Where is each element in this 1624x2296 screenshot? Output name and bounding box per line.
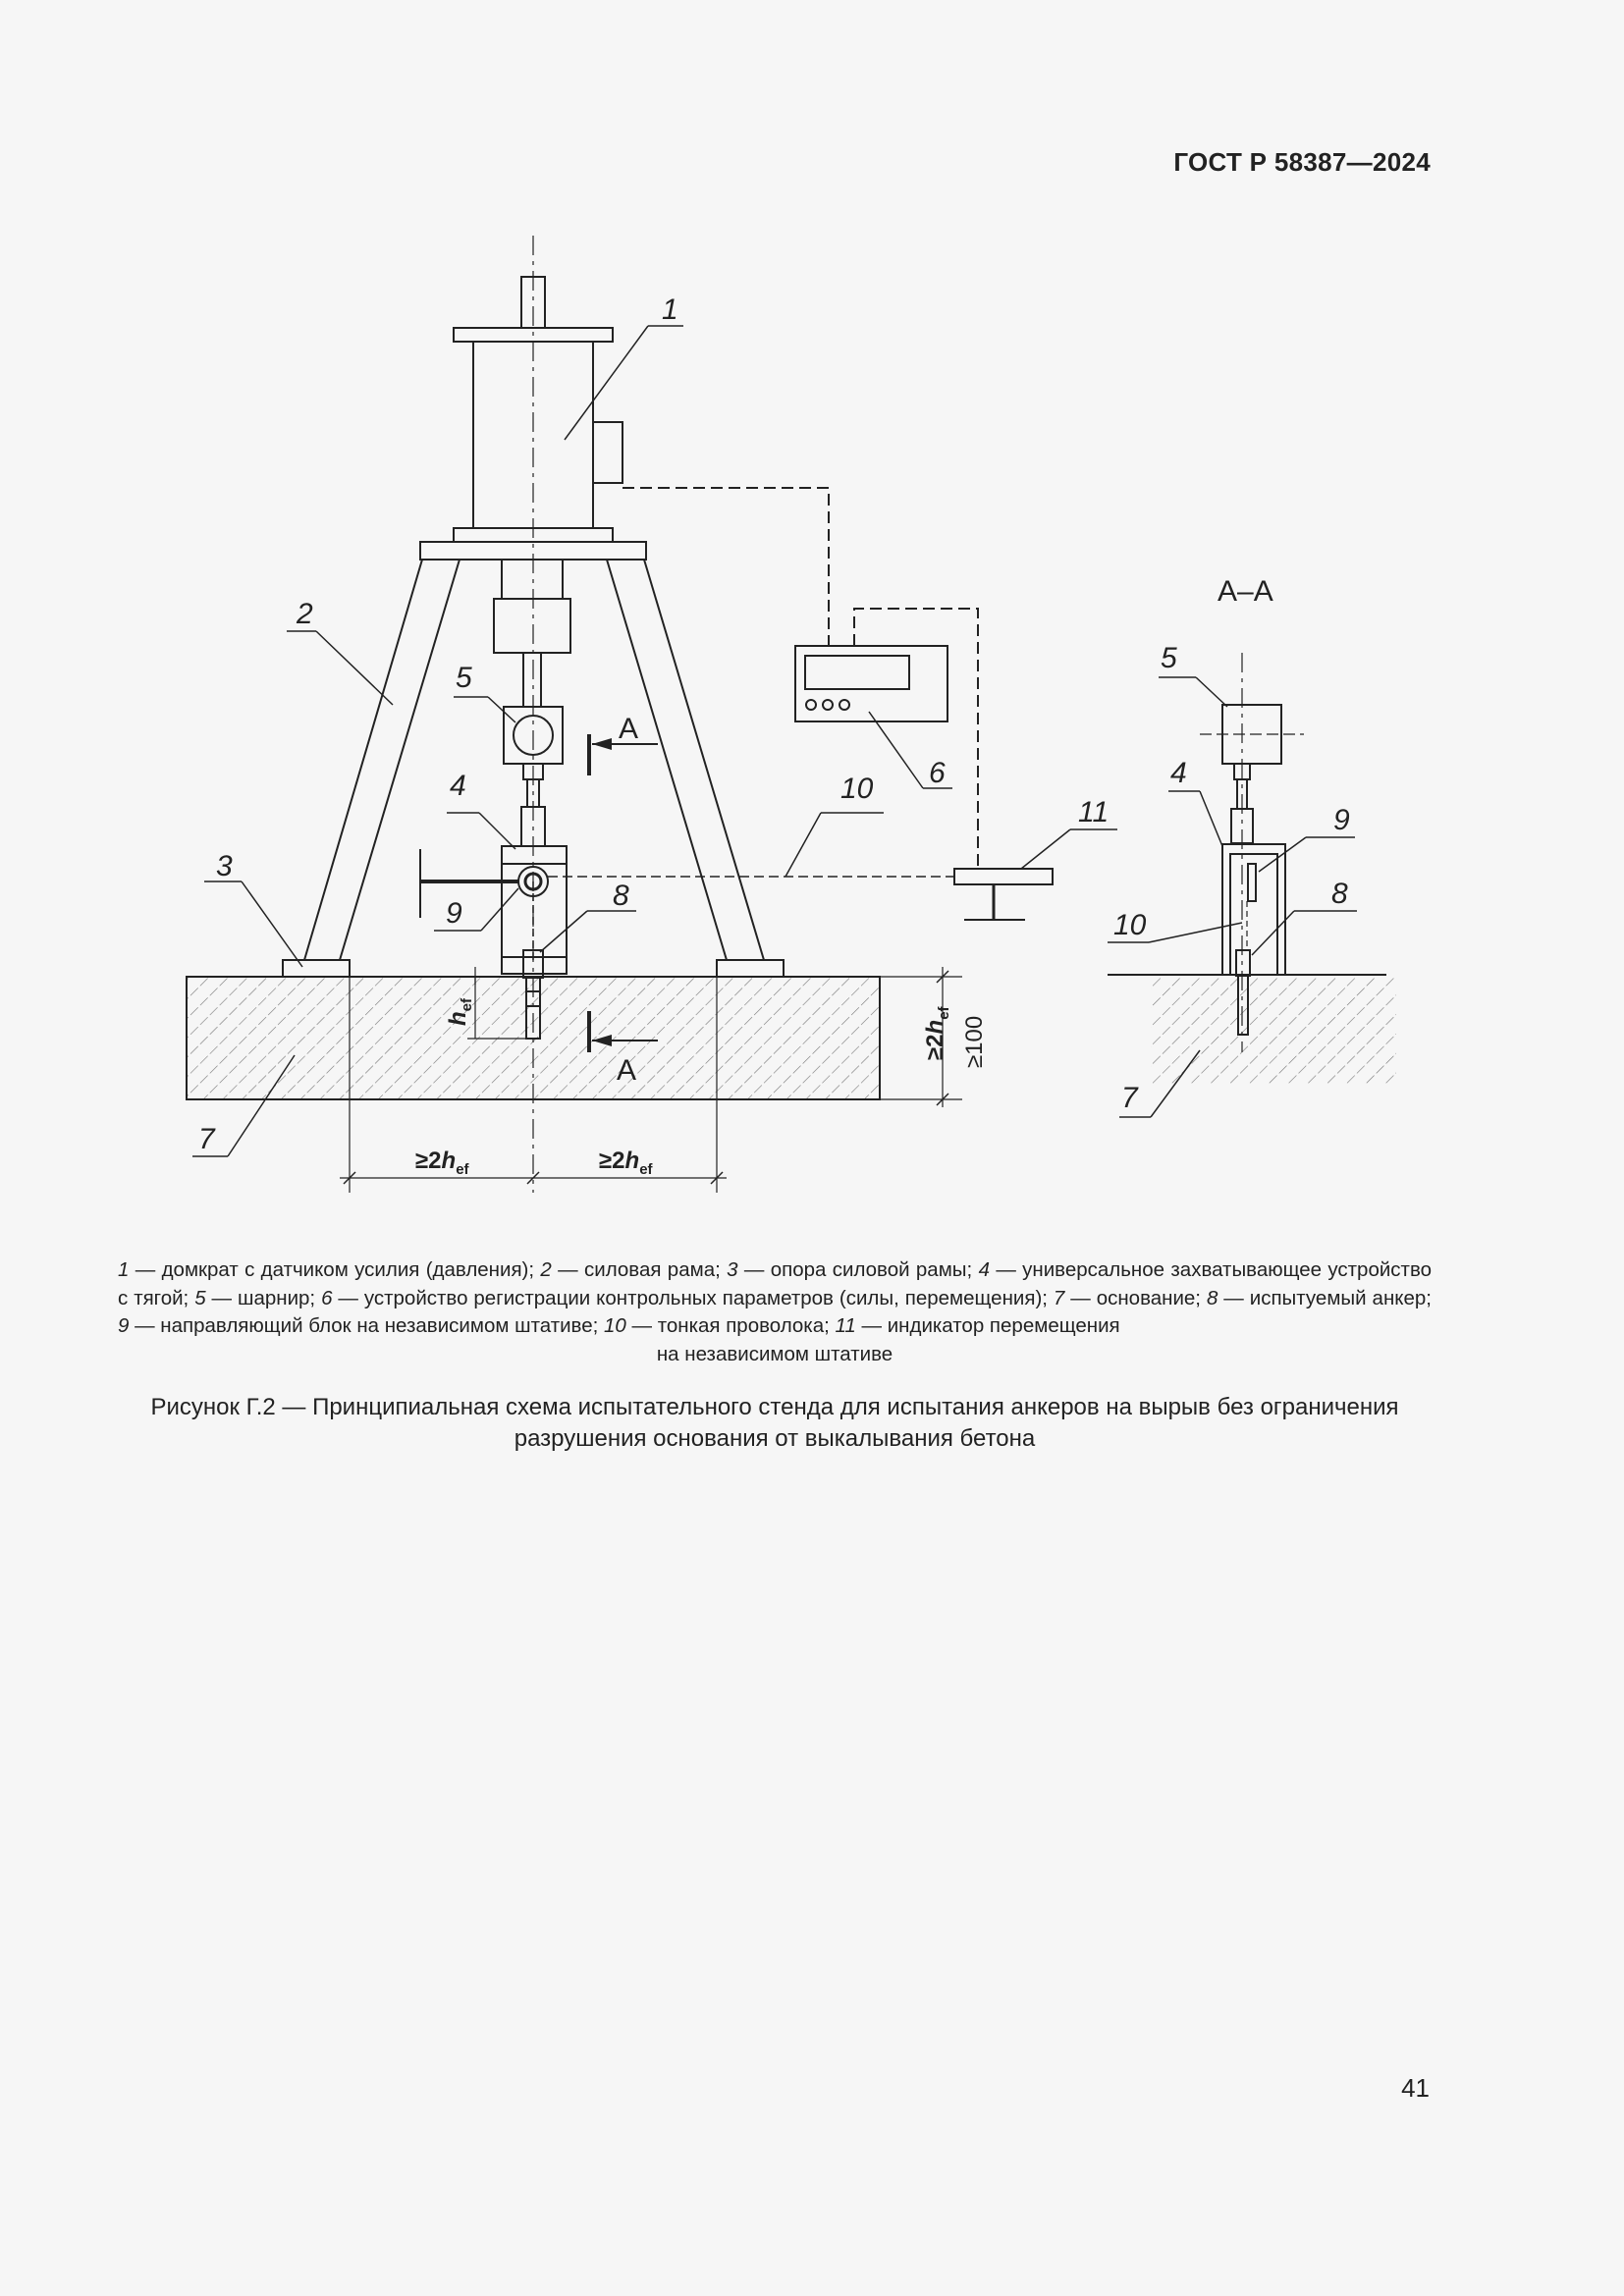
callout-7: 7 [198, 1123, 215, 1155]
caption-line-2: разрушения основания от выкалывания бетона [514, 1425, 1036, 1452]
callout-1: 1 [662, 294, 678, 326]
frame-support-left [283, 960, 350, 977]
gripping-device [502, 846, 567, 974]
dim-2hef-right: $\ge 2h_{ef}$ [599, 1148, 653, 1178]
section-mark-bottom: A [617, 1054, 637, 1087]
legend-last-line: на независимом штативе [656, 1342, 893, 1365]
legend-item: 1 — домкрат с датчиком усилия (давления); [118, 1258, 541, 1281]
section-callout-5: 5 [1161, 642, 1177, 674]
section-base [1151, 977, 1396, 1085]
legend-item: 7 — основание; [1053, 1286, 1207, 1309]
section-mark-top: A [619, 713, 639, 745]
frame-leg-left [304, 560, 422, 960]
callout-4: 4 [450, 770, 466, 802]
dim-2hef-left: $\ge 2h_{ef}$ [415, 1148, 469, 1178]
callout-3: 3 [216, 850, 233, 882]
legend-item: 8 — испытуемый анкер; [1206, 1286, 1432, 1309]
section-callout-4: 4 [1170, 757, 1187, 789]
callout-9: 9 [446, 897, 462, 930]
legend-item: 11 — индикатор перемещения [835, 1314, 1120, 1337]
legend-item: 3 — опора силовой рамы; [727, 1258, 979, 1281]
jack-sensor [593, 422, 623, 483]
callout-10: 10 [840, 773, 874, 805]
legend-item: 4 — универсальное захватывающее устройство с тягой; [118, 1258, 1433, 1309]
legend-item: 6 — устройство регистрации контрольных параметров (силы, перемещения); [321, 1286, 1054, 1309]
pull-rod [502, 560, 563, 599]
section-callout-9: 9 [1333, 804, 1350, 836]
figure-caption [118, 1392, 1432, 1455]
section-title: A–A [1218, 575, 1273, 608]
dim-hef-vertical: $h_{ef}$ [445, 997, 475, 1026]
document-header: ГОСТ Р 58387—2024 [1173, 147, 1431, 177]
displacement-indicator [954, 869, 1053, 884]
section-callout-7: 7 [1121, 1082, 1138, 1114]
dim-2hef-vertical: $\ge 2h_{ef}$ [922, 1006, 952, 1060]
legend-item: 10 — тонкая проволока; [604, 1314, 836, 1337]
legend-item: 9 — направляющий блок на независимом штативе; [118, 1314, 604, 1337]
figure-legend [118, 1256, 1432, 1368]
caption-line-1: Рисунок Г.2 — Принципиальная схема испытательного стенда для испытания анкеров на вырыв без ограничения [150, 1394, 1399, 1420]
page-number: 41 [1401, 2073, 1430, 2103]
callout-5: 5 [456, 662, 472, 694]
section-callout-10: 10 [1113, 909, 1147, 941]
callout-6: 6 [929, 757, 946, 789]
legend-item: 2 — силовая рама; [540, 1258, 728, 1281]
callout-2: 2 [297, 598, 313, 630]
frame-support-right [717, 960, 784, 977]
callout-11: 11 [1078, 796, 1110, 828]
section-callout-8: 8 [1331, 878, 1348, 910]
registration-device [795, 646, 947, 721]
callout-8: 8 [613, 880, 629, 912]
dim-min-thickness: ≥100 [961, 1015, 988, 1068]
legend-item: 5 — шарнир; [194, 1286, 322, 1309]
